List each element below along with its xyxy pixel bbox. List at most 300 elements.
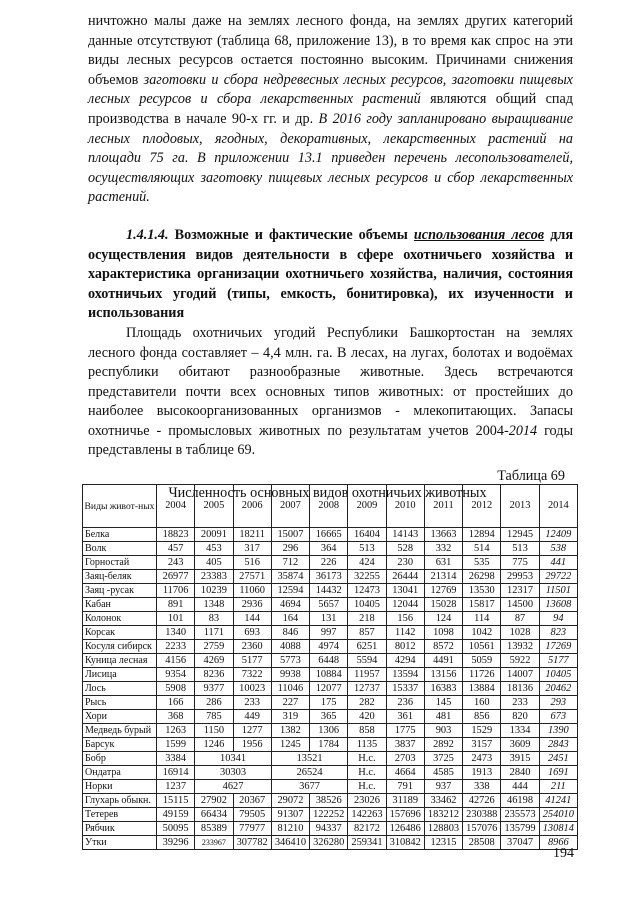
value-cell: 310842 — [386, 836, 424, 850]
value-cell: 218 — [348, 612, 386, 626]
column-header-year: 2008 — [310, 485, 348, 528]
species-cell: Косуля сибирск — [83, 640, 157, 654]
value-cell: 286 — [195, 696, 233, 710]
value-cell: 2936 — [233, 598, 271, 612]
value-cell: 81210 — [271, 822, 309, 836]
table-row — [83, 822, 578, 836]
animal-population-table — [82, 484, 578, 850]
table-row — [83, 710, 578, 724]
value-cell: 145 — [424, 696, 462, 710]
value-cell: 144 — [233, 612, 271, 626]
value-cell: 50095 — [157, 822, 195, 836]
value-cell: 332 — [424, 542, 462, 556]
value-cell: 233 — [233, 696, 271, 710]
paragraph-intro — [88, 12, 573, 208]
value-cell: 91307 — [271, 808, 309, 822]
value-cell: 2892 — [424, 738, 462, 752]
section-heading — [88, 226, 573, 324]
value-cell: 236 — [386, 696, 424, 710]
value-cell: 11957 — [348, 668, 386, 682]
value-cell: 903 — [424, 724, 462, 738]
table-row — [83, 570, 578, 584]
value-cell: 514 — [463, 542, 501, 556]
value-cell: 858 — [348, 724, 386, 738]
column-header-species: Виды живот-ных — [83, 485, 157, 528]
table-row — [83, 640, 578, 654]
value-cell: 317 — [233, 542, 271, 556]
value-cell: 15115 — [157, 794, 195, 808]
value-cell: 3157 — [463, 738, 501, 752]
value-cell: 791 — [386, 780, 424, 794]
column-header-year: 2011 — [424, 485, 462, 528]
value-cell: 254010 — [539, 808, 577, 822]
value-cell: 142263 — [348, 808, 386, 822]
section-number: 1.4.1.4. — [126, 226, 169, 243]
para1-segment: заготовки и сбора недревесных лесных ресурсов, заготовки пищевых лесных ресурсов и сбора лекарственных растений — [88, 71, 573, 108]
value-cell: 516 — [233, 556, 271, 570]
value-cell: 13594 — [386, 668, 424, 682]
value-cell: 94 — [539, 612, 577, 626]
value-cell: 364 — [310, 542, 348, 556]
value-cell: 13932 — [501, 640, 539, 654]
value-cell: 30303 — [195, 766, 272, 780]
value-cell: 11726 — [463, 668, 501, 682]
value-cell: 87 — [501, 612, 539, 626]
species-cell: Заяц -русак — [83, 584, 157, 598]
value-cell: 282 — [348, 696, 386, 710]
table-row — [83, 598, 578, 612]
value-cell: 631 — [424, 556, 462, 570]
value-cell: 10023 — [233, 682, 271, 696]
value-cell: 4585 — [424, 766, 462, 780]
value-cell: 4974 — [310, 640, 348, 654]
value-cell: 14432 — [310, 584, 348, 598]
species-cell: Бобр — [83, 752, 157, 766]
value-cell: 12473 — [348, 584, 386, 598]
value-cell: 126486 — [386, 822, 424, 836]
value-cell: 29072 — [271, 794, 309, 808]
value-cell: 6251 — [348, 640, 386, 654]
value-cell: 11060 — [233, 584, 271, 598]
value-cell: 13156 — [424, 668, 462, 682]
value-cell: 83 — [195, 612, 233, 626]
value-cell: 1340 — [157, 626, 195, 640]
value-cell: 9377 — [195, 682, 233, 696]
value-cell: 101 — [157, 612, 195, 626]
value-cell: 8236 — [195, 668, 233, 682]
value-cell: 775 — [501, 556, 539, 570]
value-cell: 32255 — [348, 570, 386, 584]
value-cell: 85389 — [195, 822, 233, 836]
value-cell: 785 — [195, 710, 233, 724]
value-cell: 42726 — [463, 794, 501, 808]
value-cell: 1237 — [157, 780, 195, 794]
value-cell: 2843 — [539, 738, 577, 752]
value-cell: 3609 — [501, 738, 539, 752]
species-cell: Волк — [83, 542, 157, 556]
section-title-emphasis: использования лесов — [413, 226, 545, 243]
value-cell: 131 — [310, 612, 348, 626]
value-cell: 128803 — [424, 822, 462, 836]
species-cell: Лисица — [83, 668, 157, 682]
value-cell: 18136 — [501, 682, 539, 696]
value-cell: 21314 — [424, 570, 462, 584]
value-cell: 856 — [463, 710, 501, 724]
value-cell: 114 — [463, 612, 501, 626]
value-cell: 5773 — [271, 654, 309, 668]
value-cell: 5177 — [233, 654, 271, 668]
value-cell: 1390 — [539, 724, 577, 738]
value-cell: 13884 — [463, 682, 501, 696]
value-cell: 66434 — [195, 808, 233, 822]
value-cell: 29722 — [539, 570, 577, 584]
value-cell: 29953 — [501, 570, 539, 584]
value-cell: 6448 — [310, 654, 348, 668]
value-cell: 3837 — [386, 738, 424, 752]
value-cell: 1171 — [195, 626, 233, 640]
table-row — [83, 654, 578, 668]
value-cell: 15007 — [271, 528, 309, 542]
species-cell: Куница лесная — [83, 654, 157, 668]
species-cell: Белка — [83, 528, 157, 542]
value-cell: 156 — [386, 612, 424, 626]
value-cell: 449 — [233, 710, 271, 724]
para1-segment: являются общий спад производства в начале 90-х гг. и др. — [88, 91, 573, 127]
value-cell: 35874 — [271, 570, 309, 584]
value-cell: 15028 — [424, 598, 462, 612]
value-cell: 12317 — [501, 584, 539, 598]
table-row — [83, 584, 578, 598]
value-cell: 368 — [157, 710, 195, 724]
value-cell: 5908 — [157, 682, 195, 696]
value-cell: 183212 — [424, 808, 462, 822]
value-cell: 365 — [310, 710, 348, 724]
value-cell: 1956 — [233, 738, 271, 752]
value-cell: 27902 — [195, 794, 233, 808]
value-cell: 4491 — [424, 654, 462, 668]
value-cell: 4156 — [157, 654, 195, 668]
value-cell: 1142 — [386, 626, 424, 640]
value-cell: 12077 — [310, 682, 348, 696]
para1-segment: В 2016 году запланировано выращивание лесных плодовых, ягодных, декоративных, лекарственных растений на площади 75 га. В приложении 13.1 приведен перечень лесопользователей, осуществляющих заготовку пищевых лесных ресурсов и сбор лекарственных растений. — [88, 110, 573, 206]
value-cell: 453 — [195, 542, 233, 556]
value-cell: 13663 — [424, 528, 462, 542]
value-cell: 20367 — [233, 794, 271, 808]
species-cell: Барсук — [83, 738, 157, 752]
table-row — [83, 696, 578, 710]
value-cell: 26524 — [271, 766, 348, 780]
value-cell: 20462 — [539, 682, 577, 696]
table-row — [83, 738, 578, 752]
column-header-year: 2009 — [348, 485, 386, 528]
table-header-row — [83, 485, 578, 528]
table-row — [83, 626, 578, 640]
value-cell: 233967 — [195, 836, 233, 850]
value-cell: 1348 — [195, 598, 233, 612]
value-cell: 820 — [501, 710, 539, 724]
value-cell: 3725 — [424, 752, 462, 766]
value-cell: 4694 — [271, 598, 309, 612]
value-cell: 130814 — [539, 822, 577, 836]
table-label: Таблица 69 — [497, 468, 565, 485]
value-cell: 538 — [539, 542, 577, 556]
value-cell: 307782 — [233, 836, 271, 850]
value-cell: 8012 — [386, 640, 424, 654]
column-header-year: 2013 — [501, 485, 539, 528]
table-row — [83, 682, 578, 696]
value-cell: 18823 — [157, 528, 195, 542]
value-cell: 38526 — [310, 794, 348, 808]
value-cell: 37047 — [501, 836, 539, 850]
value-cell: 12594 — [271, 584, 309, 598]
value-cell: 296 — [271, 542, 309, 556]
value-cell: 49159 — [157, 808, 195, 822]
value-cell: 1691 — [539, 766, 577, 780]
value-cell: 13608 — [539, 598, 577, 612]
value-cell: 124 — [424, 612, 462, 626]
value-cell: 1042 — [463, 626, 501, 640]
value-cell: 17269 — [539, 640, 577, 654]
species-cell: Медведь бурый — [83, 724, 157, 738]
value-cell: 3384 — [157, 752, 195, 766]
column-header-year: 2004 — [157, 485, 195, 528]
section-title-part1: Возможные и фактические объемы — [168, 226, 414, 243]
value-cell: 513 — [348, 542, 386, 556]
table-row — [83, 724, 578, 738]
value-cell: 15337 — [386, 682, 424, 696]
column-header-year: 2007 — [271, 485, 309, 528]
value-cell: 135799 — [501, 822, 539, 836]
value-cell: 233 — [501, 696, 539, 710]
value-cell: 361 — [386, 710, 424, 724]
value-cell: 211 — [539, 780, 577, 794]
value-cell: 937 — [424, 780, 462, 794]
column-header-year: 2006 — [233, 485, 271, 528]
value-cell: Н.с. — [348, 766, 386, 780]
value-cell: 41241 — [539, 794, 577, 808]
table-row — [83, 556, 578, 570]
species-cell: Норки — [83, 780, 157, 794]
value-cell: 36173 — [310, 570, 348, 584]
value-cell: 94337 — [310, 822, 348, 836]
table-row — [83, 528, 578, 542]
table-row — [83, 836, 578, 850]
table-title: Численность основных видов охотничьих животных — [168, 485, 487, 502]
value-cell: 326280 — [310, 836, 348, 850]
value-cell: 230388 — [463, 808, 501, 822]
value-cell: 77977 — [233, 822, 271, 836]
value-cell: 338 — [463, 780, 501, 794]
value-cell: 157696 — [386, 808, 424, 822]
value-cell: 1306 — [310, 724, 348, 738]
value-cell: 319 — [271, 710, 309, 724]
value-cell: 16665 — [310, 528, 348, 542]
table-row — [83, 808, 578, 822]
column-header-year: 2005 — [195, 485, 233, 528]
value-cell: 1334 — [501, 724, 539, 738]
value-cell: 11706 — [157, 584, 195, 598]
value-cell: 1150 — [195, 724, 233, 738]
value-cell: 2473 — [463, 752, 501, 766]
value-cell: 712 — [271, 556, 309, 570]
para2-segment: 2014 — [508, 422, 538, 439]
value-cell: 14500 — [501, 598, 539, 612]
value-cell: 1135 — [348, 738, 386, 752]
value-cell: 8572 — [424, 640, 462, 654]
value-cell: 10341 — [195, 752, 272, 766]
species-cell: Ондатра — [83, 766, 157, 780]
value-cell: 26977 — [157, 570, 195, 584]
species-cell: Рысь — [83, 696, 157, 710]
value-cell: 16914 — [157, 766, 195, 780]
value-cell: 8966 — [539, 836, 577, 850]
value-cell: 4664 — [386, 766, 424, 780]
species-cell: Горностай — [83, 556, 157, 570]
value-cell: 528 — [386, 542, 424, 556]
species-cell: Лось — [83, 682, 157, 696]
para2-segment: Площадь охотничьих угодий Республики Башкортостан на землях лесного фонда составляет – 4,4 млн. га. В лесах, на лугах, болотах и водоёмах республики обитают разнообразные животные. Здесь встречаются представители почти всех основных типов животных: от простейших до наиболее высокоорганизованных организмов - млекопитающих. Запасы охотничье - промысловых животных по результатам учетов 2004- — [88, 324, 573, 439]
value-cell: 12409 — [539, 528, 577, 542]
value-cell: 166 — [157, 696, 195, 710]
value-cell: 693 — [233, 626, 271, 640]
value-cell: 9354 — [157, 668, 195, 682]
species-cell: Кабан — [83, 598, 157, 612]
value-cell: 10405 — [348, 598, 386, 612]
value-cell: 243 — [157, 556, 195, 570]
value-cell: 997 — [310, 626, 348, 640]
value-cell: 481 — [424, 710, 462, 724]
value-cell: 26444 — [386, 570, 424, 584]
value-cell: 846 — [271, 626, 309, 640]
value-cell: 444 — [501, 780, 539, 794]
value-cell: 122252 — [310, 808, 348, 822]
value-cell: 157076 — [463, 822, 501, 836]
species-cell: Утки — [83, 836, 157, 850]
value-cell: 11046 — [271, 682, 309, 696]
table-row — [83, 766, 578, 780]
value-cell: 1098 — [424, 626, 462, 640]
table-row — [83, 542, 578, 556]
species-cell: Заяц-беляк — [83, 570, 157, 584]
value-cell: 10884 — [310, 668, 348, 682]
value-cell: 457 — [157, 542, 195, 556]
value-cell: 346410 — [271, 836, 309, 850]
value-cell: 513 — [501, 542, 539, 556]
value-cell: 12315 — [424, 836, 462, 850]
species-cell: Рябчик — [83, 822, 157, 836]
value-cell: 18211 — [233, 528, 271, 542]
value-cell: 160 — [463, 696, 501, 710]
value-cell: 226 — [310, 556, 348, 570]
value-cell: 12769 — [424, 584, 462, 598]
value-cell: 1245 — [271, 738, 309, 752]
table-row — [83, 780, 578, 794]
value-cell: 28508 — [463, 836, 501, 850]
value-cell: 27571 — [233, 570, 271, 584]
value-cell: 3677 — [271, 780, 348, 794]
value-cell: 227 — [271, 696, 309, 710]
value-cell: 1246 — [195, 738, 233, 752]
value-cell: 1529 — [463, 724, 501, 738]
value-cell: 2233 — [157, 640, 195, 654]
value-cell: 14007 — [501, 668, 539, 682]
value-cell: 2759 — [195, 640, 233, 654]
para1-segment: ничтожно малы даже на землях лесного фонда, на землях других категорий данные отсутствуют (таблица 68, приложение 13), в то время как спрос на эти виды лесных ресурсов остается постоянно высоким. Причинами снижения объемов — [88, 13, 573, 88]
value-cell: 5059 — [463, 654, 501, 668]
value-cell: 2840 — [501, 766, 539, 780]
value-cell: 12737 — [348, 682, 386, 696]
value-cell: 891 — [157, 598, 195, 612]
value-cell: 1382 — [271, 724, 309, 738]
value-cell: 857 — [348, 626, 386, 640]
table-row — [83, 794, 578, 808]
value-cell: 13041 — [386, 584, 424, 598]
table-row — [83, 668, 578, 682]
value-cell: 10561 — [463, 640, 501, 654]
value-cell: 1913 — [463, 766, 501, 780]
column-header-year: 2010 — [386, 485, 424, 528]
value-cell: 13521 — [271, 752, 348, 766]
table-row — [83, 612, 578, 626]
value-cell: 2703 — [386, 752, 424, 766]
value-cell: 39296 — [157, 836, 195, 850]
value-cell: 5657 — [310, 598, 348, 612]
value-cell: 2451 — [539, 752, 577, 766]
value-cell: 82172 — [348, 822, 386, 836]
value-cell: 405 — [195, 556, 233, 570]
value-cell: 1028 — [501, 626, 539, 640]
column-header-year: 2012 — [463, 485, 501, 528]
value-cell: Н.с. — [348, 780, 386, 794]
value-cell: 7322 — [233, 668, 271, 682]
value-cell: 259341 — [348, 836, 386, 850]
value-cell: Н.с. — [348, 752, 386, 766]
value-cell: 9938 — [271, 668, 309, 682]
species-cell: Тетерев — [83, 808, 157, 822]
value-cell: 293 — [539, 696, 577, 710]
value-cell: 11501 — [539, 584, 577, 598]
value-cell: 441 — [539, 556, 577, 570]
value-cell: 26298 — [463, 570, 501, 584]
value-cell: 4627 — [195, 780, 272, 794]
value-cell: 79505 — [233, 808, 271, 822]
paragraph-hunting-lands — [88, 324, 573, 461]
value-cell: 424 — [348, 556, 386, 570]
value-cell: 12894 — [463, 528, 501, 542]
value-cell: 31189 — [386, 794, 424, 808]
species-cell: Корсак — [83, 626, 157, 640]
value-cell: 20091 — [195, 528, 233, 542]
value-cell: 16383 — [424, 682, 462, 696]
value-cell: 1784 — [310, 738, 348, 752]
value-cell: 33462 — [424, 794, 462, 808]
section-title-part2: для осуществления видов деятельности в сфере охотничьего хозяйства и характеристика организации охотничьего хозяйства, наличия, состояния охотничьих угодий (типы, емкость, бонитировка), их изученности и использования — [88, 226, 574, 322]
value-cell: 12945 — [501, 528, 539, 542]
value-cell: 23383 — [195, 570, 233, 584]
column-header-year: 2014 — [539, 485, 577, 528]
table-row — [83, 752, 578, 766]
value-cell: 14143 — [386, 528, 424, 542]
value-cell: 1599 — [157, 738, 195, 752]
page-number: 194 — [553, 846, 574, 861]
value-cell: 823 — [539, 626, 577, 640]
value-cell: 10405 — [539, 668, 577, 682]
value-cell: 175 — [310, 696, 348, 710]
value-cell: 230 — [386, 556, 424, 570]
page-content — [88, 12, 573, 501]
value-cell: 46198 — [501, 794, 539, 808]
species-cell: Глухарь обыкн. — [83, 794, 157, 808]
